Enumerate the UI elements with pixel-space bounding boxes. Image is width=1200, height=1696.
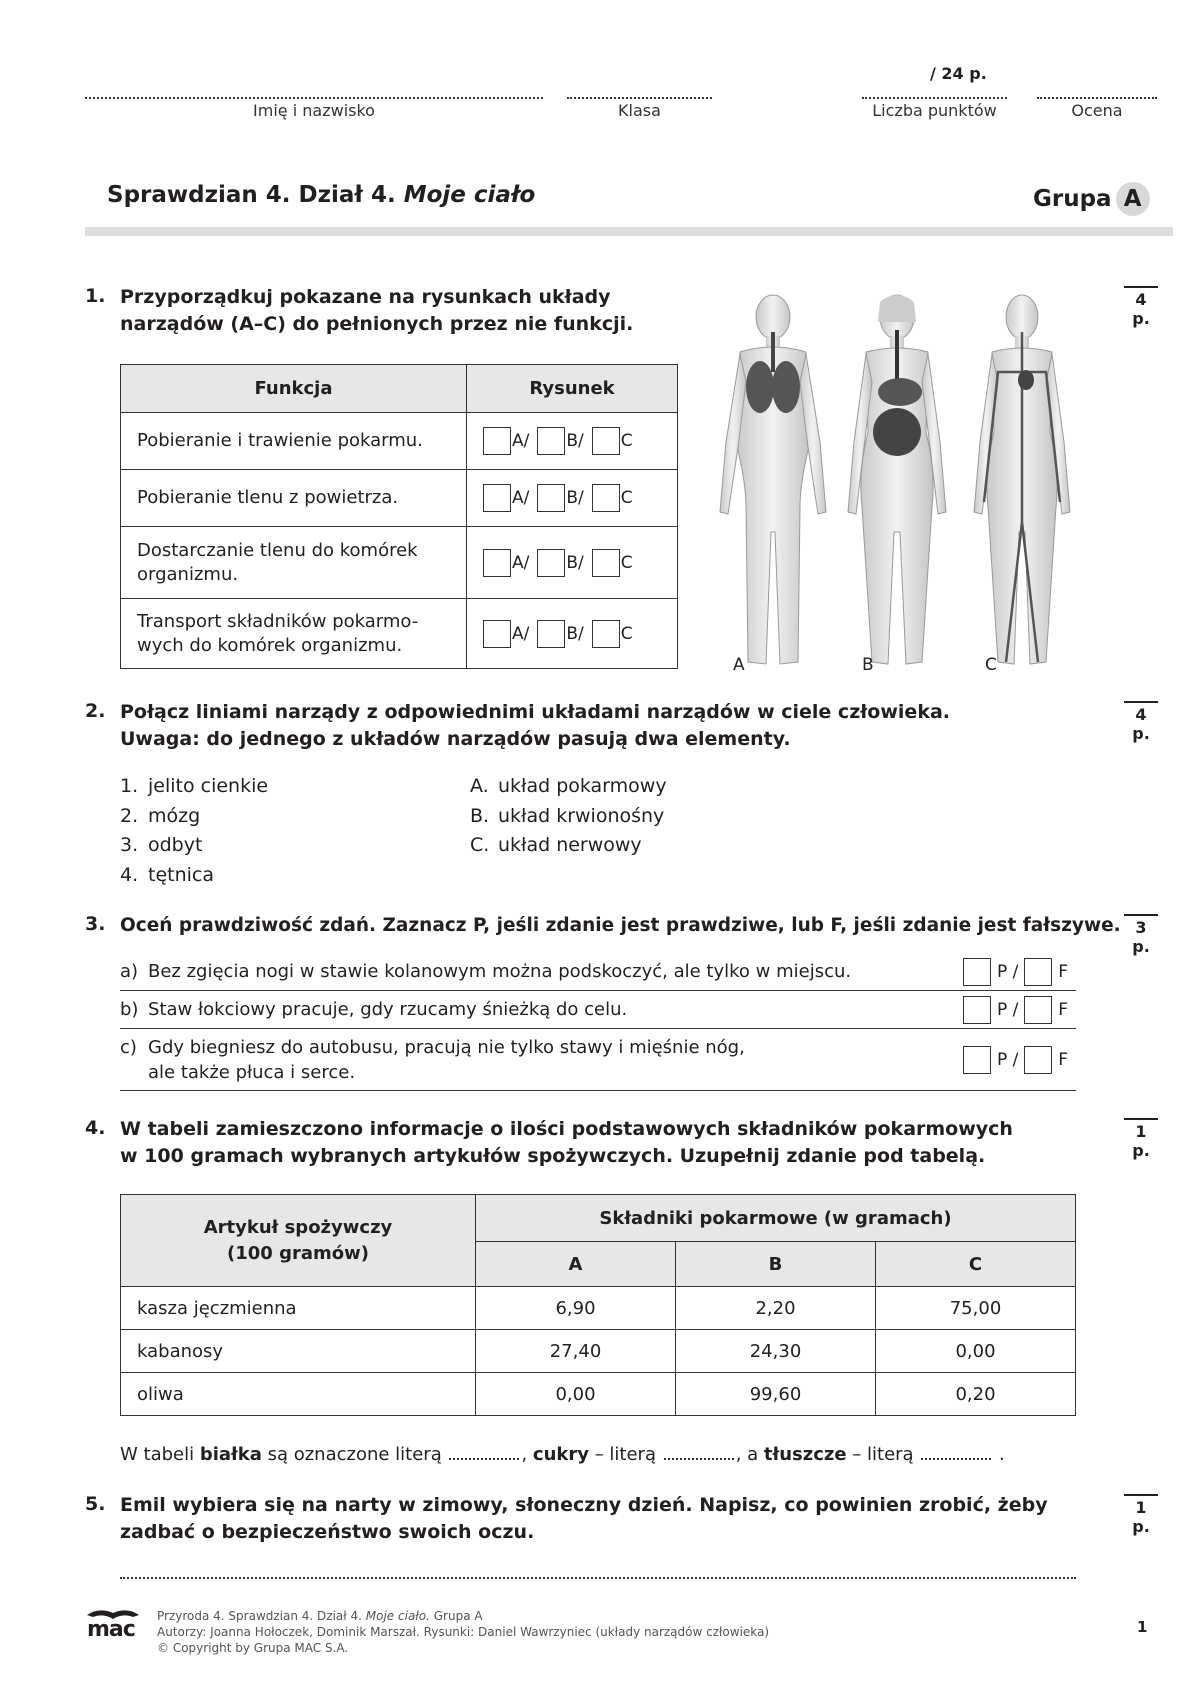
figure-label-a: A (733, 655, 745, 675)
q2-points: 4 p. (1124, 701, 1158, 743)
function-text: Dostarczanie tlenu do komórek organizmu. (121, 527, 467, 599)
q2-text: Połącz liniami narządy z odpowiednimi układami narządów w ciele człowieka. Uwaga: do jednego z układów narządów pasują dwa elementy. (120, 701, 950, 750)
checkbox-b[interactable] (537, 549, 565, 577)
page-number: 1 (1137, 1618, 1148, 1636)
figure-a-respiratory (720, 295, 826, 664)
tf-options: P / F (963, 1046, 1068, 1074)
list-item[interactable]: 3. odbyt (120, 834, 203, 856)
list-item[interactable]: C. układ nerwowy (470, 834, 642, 856)
q1-text: Przyporządkuj pokazane na rysunkach układy narządów (A–C) do pełnionych przez nie funkcji. (120, 286, 634, 335)
q1-points: 4 p. (1124, 286, 1158, 328)
list-item[interactable]: B. układ krwionośny (470, 804, 665, 827)
checkbox-a[interactable] (483, 427, 511, 455)
figure-label-c: C (985, 655, 997, 675)
table-row (121, 527, 678, 599)
statement-b: b) Staw łokciowy pracuje, gdy rzucamy śnieżką do celu. (120, 999, 628, 1020)
checkbox-a[interactable] (483, 484, 511, 512)
table-row (121, 599, 678, 669)
checkbox-c[interactable] (592, 484, 620, 512)
list-item[interactable]: 1. jelito cienkie (120, 775, 269, 797)
table-row: kabanosy 27,40 24,30 0,00 (121, 1330, 1076, 1373)
blank-proteins[interactable] (449, 1458, 519, 1460)
checkbox-b[interactable] (537, 484, 565, 512)
q4-number: 4. (85, 1117, 106, 1139)
system-list (470, 772, 667, 861)
blank-fats[interactable] (921, 1458, 991, 1460)
class-label: Klasa (618, 101, 661, 120)
col-drawing: Rysunek (467, 365, 678, 413)
answer-options: A/ B/ C (467, 527, 678, 599)
name-label: Imię i nazwisko (253, 101, 375, 120)
table-row: kasza jęczmienna 6,90 2,20 75,00 (121, 1287, 1076, 1330)
col-nutrients: Składniki pokarmowe (w gramach) (476, 1195, 1076, 1242)
checkbox-p[interactable] (963, 1046, 991, 1074)
table-row: oliwa 0,00 99,60 0,20 (121, 1373, 1076, 1416)
answer-options: A/ B/ C (467, 470, 678, 527)
nutrition-table (120, 1194, 1076, 1416)
list-item[interactable]: 2. mózg (120, 804, 201, 827)
page-title: Sprawdzian 4. Dział 4. Moje ciało (107, 182, 536, 208)
checkbox-b[interactable] (537, 427, 565, 455)
col-a: A (476, 1242, 676, 1287)
name-line[interactable] (85, 97, 543, 99)
list-item[interactable]: A. układ pokarmowy (470, 775, 667, 797)
table-row (121, 413, 678, 470)
answer-options: A/ B/ C (467, 599, 678, 669)
q1-number: 1. (85, 285, 106, 307)
function-text: Transport składników pokarmo- wych do komórek organizmu. (121, 599, 467, 669)
group-letter: A (1116, 182, 1150, 216)
checkbox-c[interactable] (592, 620, 620, 648)
blank-sugars[interactable] (664, 1458, 734, 1460)
function-text: Pobieranie tlenu z powietrza. (121, 470, 467, 527)
answer-options: A/ B/ C (467, 413, 678, 470)
tf-options: P / F (963, 958, 1068, 986)
q3-number: 3. (85, 913, 106, 935)
checkbox-a[interactable] (483, 620, 511, 648)
q4-points: 1 p. (1124, 1118, 1158, 1160)
q1-table (120, 364, 678, 669)
q5-answer-line[interactable] (120, 1577, 1076, 1579)
col-article: Artykuł spożywczy (100 gramów) (121, 1195, 476, 1287)
q3-text: Oceń prawdziwość zdań. Zaznacz P, jeśli zdanie jest prawdziwe, lub F, jeśli zdanie jest fałszywe. (120, 915, 1121, 936)
tf-row-b (120, 991, 1076, 1029)
statement-a: a) Bez zgięcia nogi w stawie kolanowym można podskoczyć, ale tylko w miejscu. (120, 961, 852, 982)
grade-label: Ocena (1071, 101, 1123, 120)
figure-b-digestive (848, 295, 946, 664)
checkbox-c[interactable] (592, 427, 620, 455)
group-badge: Grupa A (1033, 182, 1150, 216)
checkbox-f[interactable] (1024, 958, 1052, 986)
function-text: Pobieranie i trawienie pokarmu. (121, 413, 467, 470)
figure-c-circulatory (974, 295, 1070, 664)
body-systems-illustration (700, 292, 1080, 677)
figure-label-b: B (862, 655, 874, 675)
checkbox-c[interactable] (592, 549, 620, 577)
statement-c: c) Gdy biegniesz do autobusu, pracują nie tylko stawy i mięśnie nóg, ale także płuca i serce. (120, 1037, 745, 1083)
q2-number: 2. (85, 700, 106, 722)
checkbox-b[interactable] (537, 620, 565, 648)
q3-points: 3 p. (1124, 914, 1158, 956)
points-label: Liczba punktów (872, 101, 997, 120)
table-row (121, 470, 678, 527)
checkbox-p[interactable] (963, 958, 991, 986)
grade-line[interactable] (1037, 97, 1157, 99)
list-item[interactable]: 4. tętnica (120, 863, 214, 886)
q5-points: 1 p. (1124, 1494, 1158, 1536)
checkbox-a[interactable] (483, 549, 511, 577)
tf-row-c (120, 1029, 1076, 1091)
tf-row-a (120, 953, 1076, 991)
title-divider (85, 227, 1173, 236)
checkbox-p[interactable] (963, 996, 991, 1024)
points-line[interactable] (862, 97, 1007, 99)
col-c: C (876, 1242, 1076, 1287)
q5-number: 5. (85, 1493, 106, 1515)
fill-in-sentence: W tabeli białka są oznaczone literą , cukry – literą , a tłuszcze – literą . (120, 1444, 1005, 1465)
class-line[interactable] (567, 97, 712, 99)
col-b: B (676, 1242, 876, 1287)
tf-options: P / F (963, 996, 1068, 1024)
q5-text: Emil wybiera się na narty w zimowy, słoneczny dzień. Napisz, co powinien zrobić, żeby zadbać o bezpieczeństwo swoich oczu. (120, 1494, 1048, 1543)
total-points: / 24 p. (930, 64, 987, 83)
q4-text: W tabeli zamieszczono informacje o ilości podstawowych składników pokarmowych w 100 gramach wybranych artykułów spożywczych. Uzupełnij zdanie pod tabelą. (120, 1118, 1013, 1167)
organ-list (120, 772, 268, 890)
footer-credits: Przyroda 4. Sprawdzian 4. Dział 4. Moje ciało. Grupa A Autorzy: Joanna Hołoczek, Dominik Marszał. Rysunki: Daniel Wawrzyniec (układy narządów człowieka) © Copyright by Grupa MAC S.A. (157, 1609, 770, 1655)
mac-logo: mac (85, 1605, 141, 1649)
checkbox-f[interactable] (1024, 996, 1052, 1024)
col-function: Funkcja (121, 365, 467, 413)
checkbox-f[interactable] (1024, 1046, 1052, 1074)
